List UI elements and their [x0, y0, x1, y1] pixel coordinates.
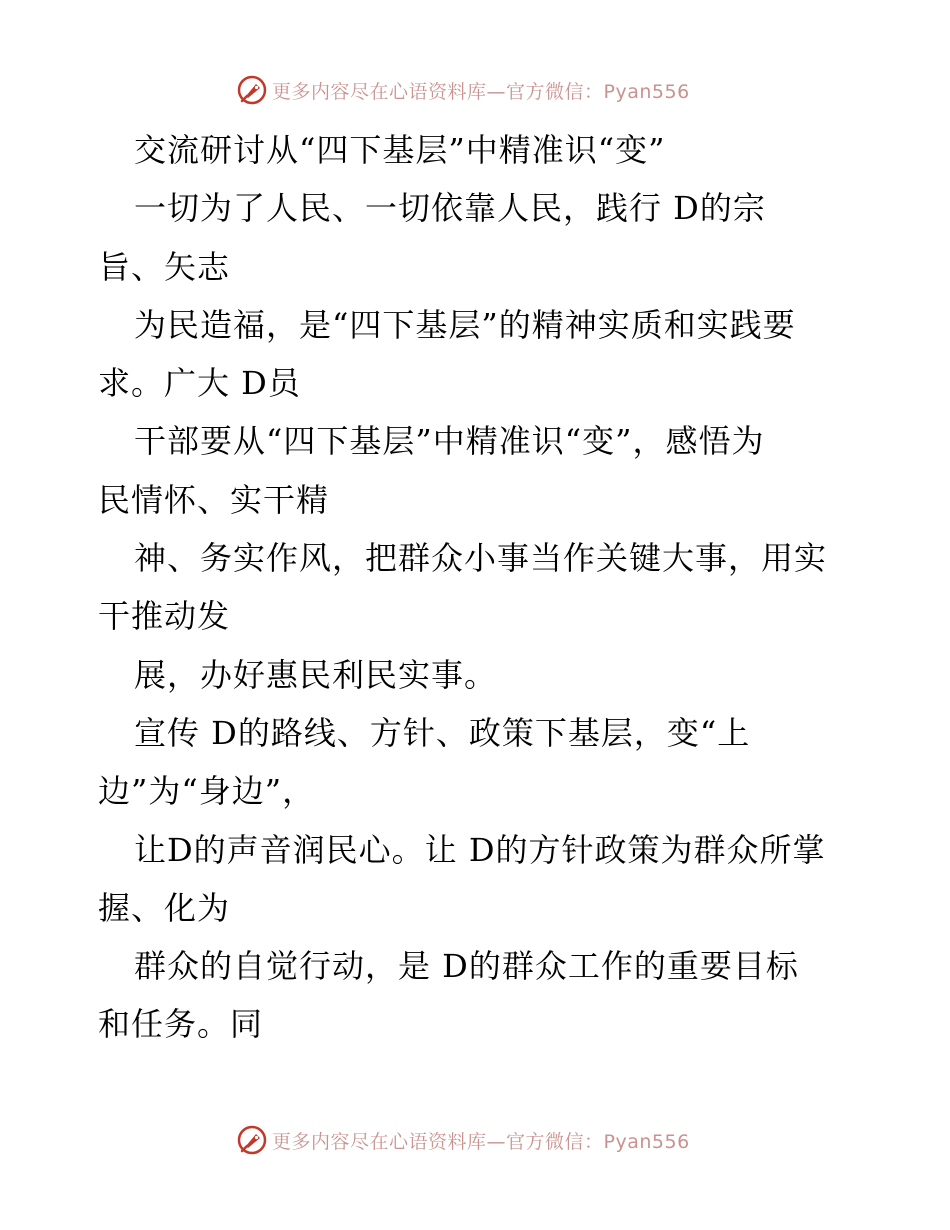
- text-line-3: 旨、矢志: [98, 247, 231, 286]
- text-line-12: 边”为“身边”，: [98, 772, 316, 811]
- text-line-7: 民情怀、实干精: [98, 480, 330, 519]
- text-line-16: 和任务。同: [98, 1005, 264, 1044]
- text-line-8: 神、务实作风，把群众小事当作关键大事，用实: [134, 539, 828, 578]
- text-line-1: 交流研讨从“四下基层”中精准识“变”: [134, 131, 666, 169]
- text-line-5: 求。广大 D员: [98, 364, 301, 403]
- text-line-4: 为民造福，是“四下基层”的精神实质和实践要: [134, 305, 796, 344]
- footer-banner-text: 更多内容尽在心语资料库—官方微信：Pyan556: [272, 1130, 690, 1153]
- text-line-14: 握、化为: [98, 888, 231, 927]
- text-line-13: 让D的声音润民心。让 D的方针政策为群众所掌: [134, 830, 826, 869]
- header-banner: [236, 73, 690, 107]
- text-line-9: 干推动发: [98, 597, 231, 636]
- pen-nib-logo-icon: [236, 1124, 268, 1156]
- document-body: [98, 121, 858, 1054]
- header-banner-text: 更多内容尽在心语资料库—官方微信：Pyan556: [272, 80, 690, 103]
- pen-nib-logo-icon: [236, 74, 268, 106]
- text-line-10: 展，办好惠民利民实事。: [134, 655, 498, 694]
- text-line-6: 干部要从“四下基层”中精准识“变”，感悟为: [134, 422, 765, 461]
- footer-banner: [236, 1123, 690, 1157]
- text-line-15: 群众的自觉行动，是 D的群众工作的重要目标: [134, 947, 799, 986]
- text-line-11: 宣传 D的路线、方针、政策下基层，变“上: [134, 713, 751, 752]
- text-line-2: 一切为了人民、一切依靠人民，践行 D的宗: [134, 189, 766, 228]
